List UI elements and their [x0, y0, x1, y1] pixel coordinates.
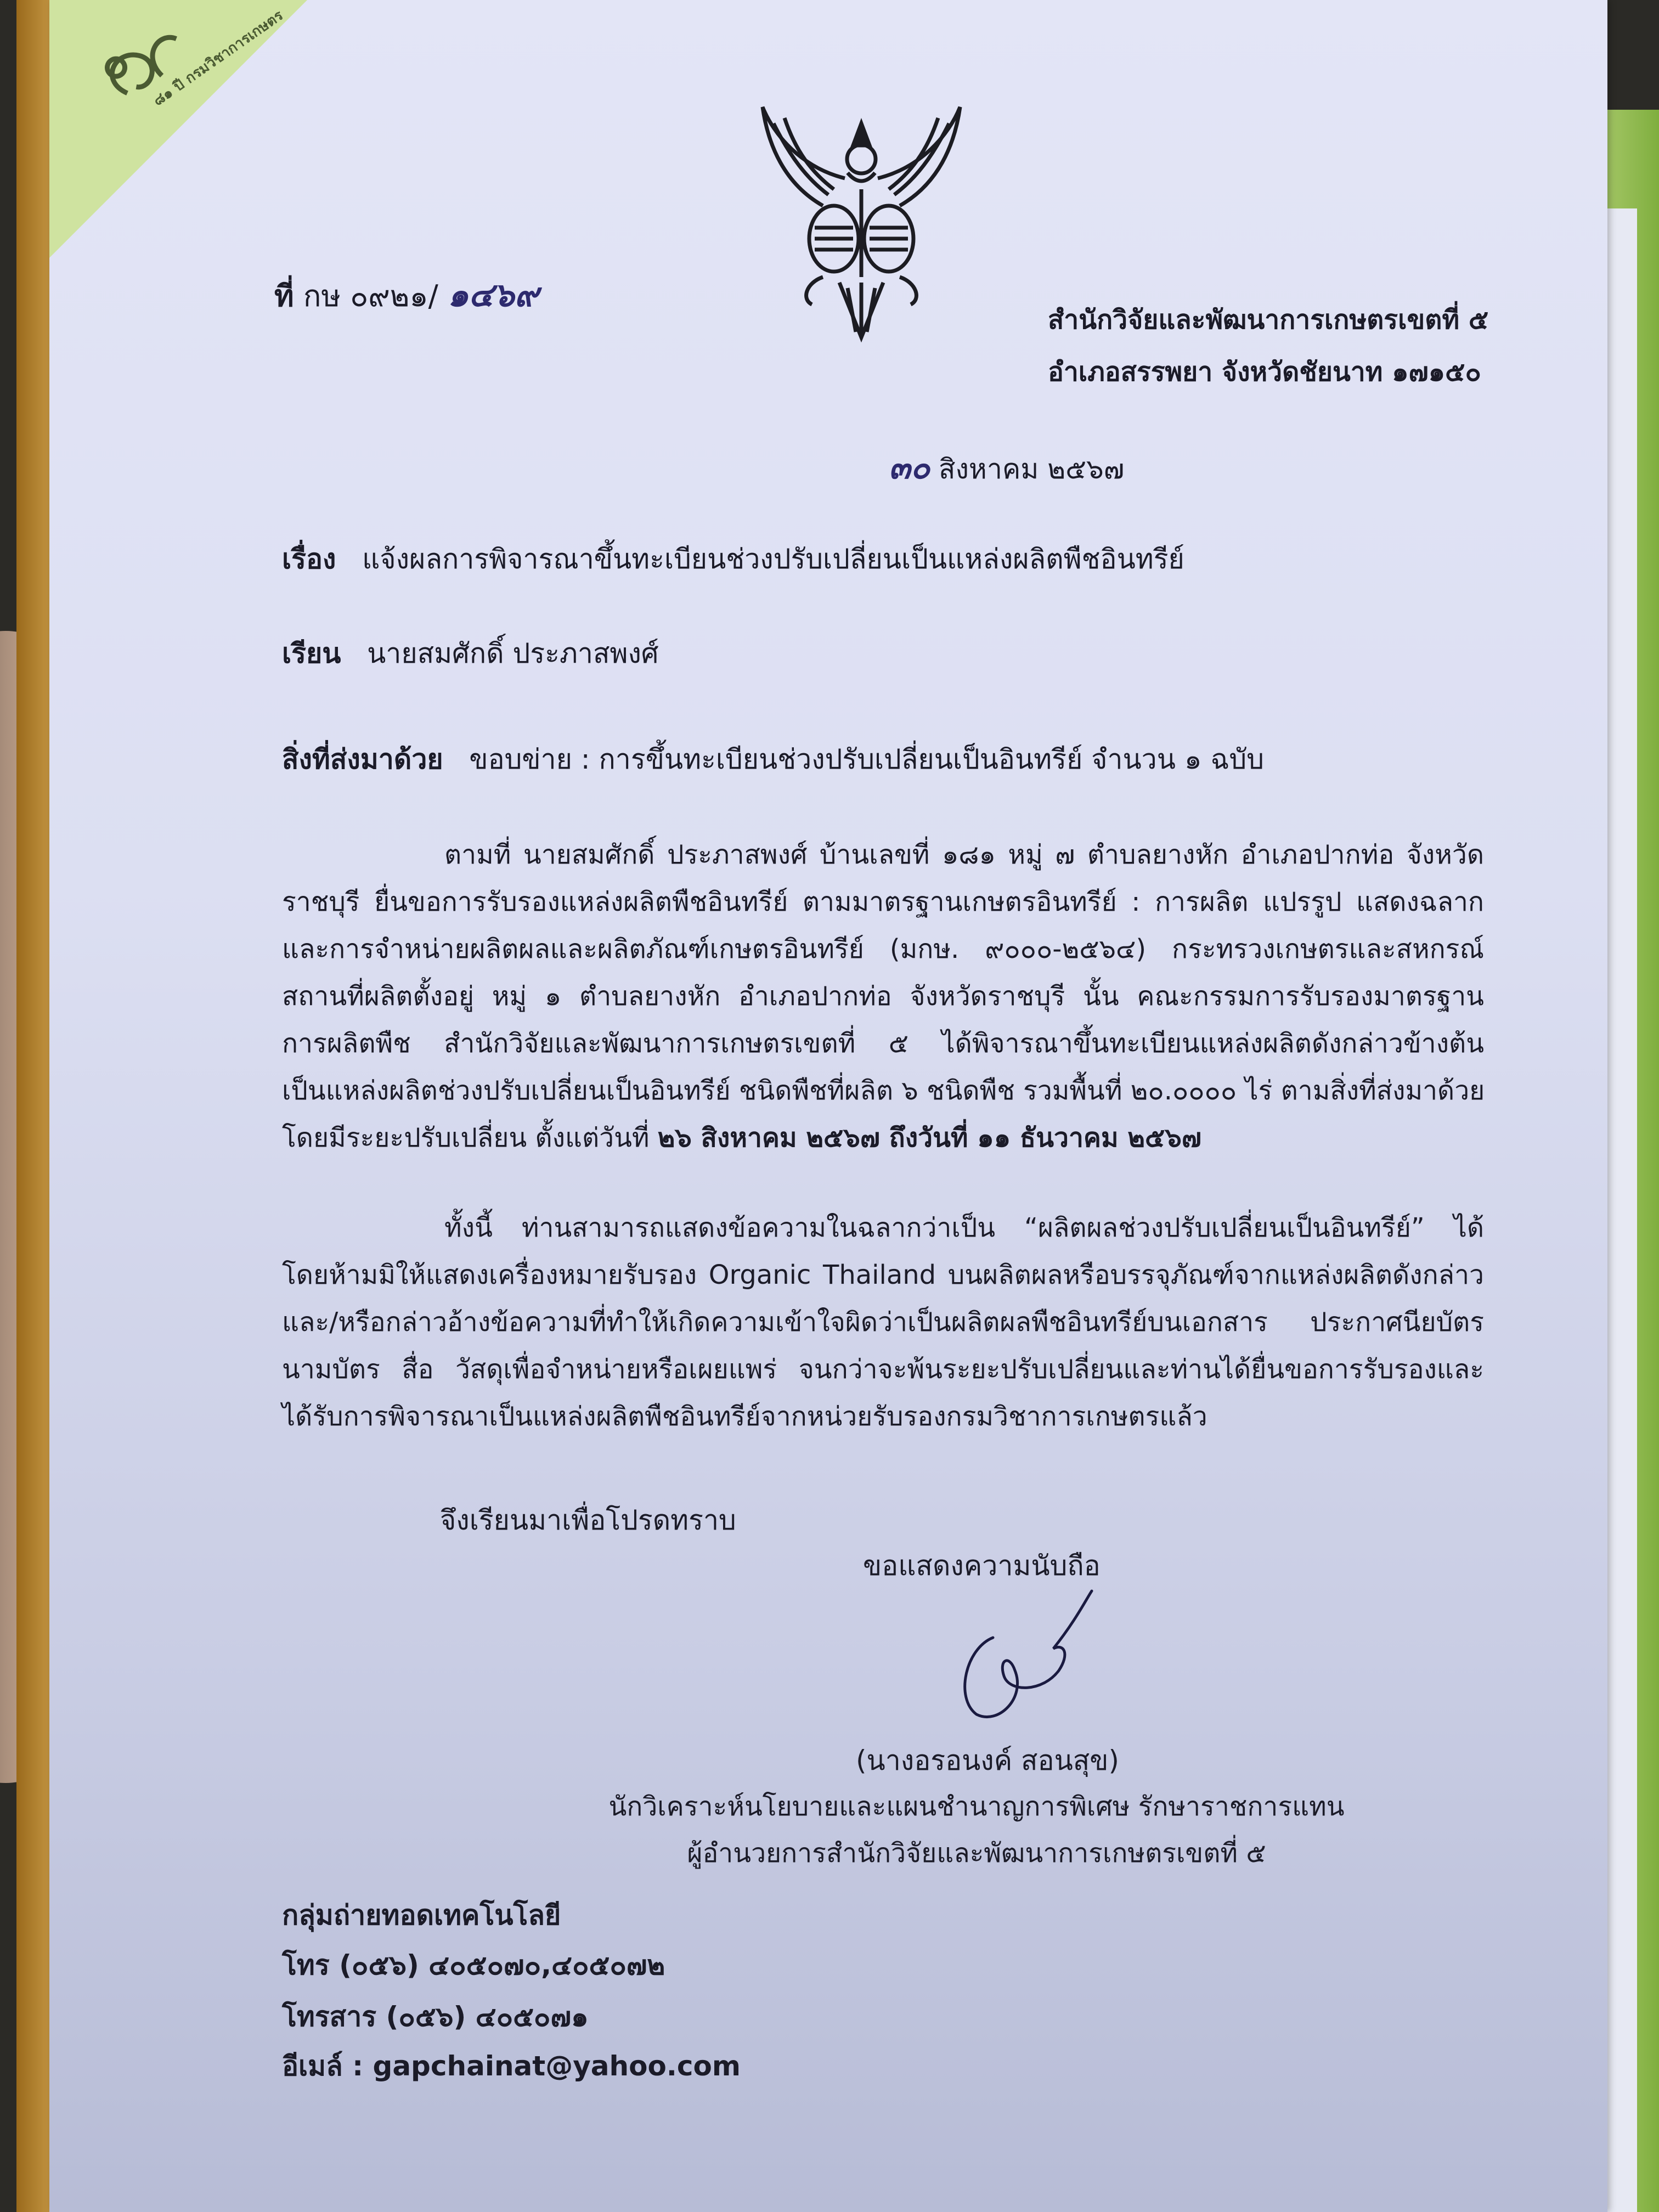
subject-label: เรื่อง [282, 543, 336, 575]
paragraph1-line: และการจำหน่ายผลิตผลและผลิตภัณฑ์เกษตรอินทรีย์ (มกษ. ๙๐๐๐-๒๕๖๔) กระทรวงเกษตรและสหกรณ์ [282, 934, 1484, 964]
org-name: สำนักวิจัยและพัฒนาการเกษตรเขตที่ ๕ [1048, 304, 1489, 335]
paragraph1-last-line [282, 1117, 1484, 1159]
recipient-label: เรียน [282, 637, 341, 669]
contact-phone: โทร (๐๕๖) ๔๐๕๐๗๐,๔๐๕๐๗๒ [282, 1949, 665, 1981]
paragraph2-line: ได้รับการพิจารณาเป็นแหล่งผลิตพืชอินทรีย์จากหน่วยรับรองกรมวิชาการเกษตรแล้ว [282, 1401, 1207, 1432]
enclosure-text: ขอบข่าย : การขึ้นทะเบียนช่วงปรับเปลี่ยนเป็นอินทรีย์ จำนวน ๑ ฉบับ [469, 743, 1264, 775]
paragraph2-line: โดยห้ามมิให้แสดงเครื่องหมายรับรอง Organic Thailand บนผลิตผลหรือบรรจุภัณฑ์จากแหล่งผลิตดังกล่าว [282, 1260, 1484, 1290]
date-day-handwritten: ๓๐ [889, 449, 930, 486]
enclosure-label: สิ่งที่ส่งมาด้วย [282, 743, 443, 775]
paragraph2-line: ทั้งนี้ ท่านสามารถแสดงข้อความในฉลากว่าเป็น “ผลิตผลช่วงปรับเปลี่ยนเป็นอินทรีย์” ได้ [444, 1212, 1484, 1243]
paragraph1-line: ราชบุรี ยื่นขอการรับรองแหล่งผลิตพืชอินทรีย์ ตามมาตรฐานเกษตรอินทรีย์ : การผลิต แปรรูป แสดงฉลาก [282, 887, 1484, 917]
paragraph1-line: การผลิตพืช สำนักวิจัยและพัฒนาการเกษตรเขตที่ ๕ ได้พิจารณาขึ้นทะเบียนแหล่งผลิตดังกล่าวข้างต้น [282, 1028, 1484, 1059]
paragraph1-line: สถานที่ผลิตตั้งอยู่ หมู่ ๑ ตำบลยางหัก อำเภอปากท่อ จังหวัดราชบุรี นั้น คณะกรรมการรับรองมาตรฐาน [282, 981, 1484, 1012]
reference-number [274, 269, 539, 321]
letter-date [889, 442, 1124, 493]
recipient-line [282, 632, 659, 675]
date-month-year: สิงหาคม ๒๕๖๗ [938, 453, 1125, 485]
reference-label: ที่ [274, 279, 294, 313]
subject-line [282, 538, 1184, 581]
closing-regards: ขอแสดงความนับถือ [863, 1550, 1101, 1582]
signer-title: นักวิเคราะห์นโยบายและแผนชำนาญการพิเศษ รักษาราชการแทน [608, 1791, 1345, 1822]
signer-name: (นางอรอนงค์ สอนสุข) [856, 1745, 1119, 1776]
paragraph2-line: และ/หรือกล่าวอ้างข้อความที่ทำให้เกิดความเข้าใจผิดว่าเป็นผลิตผลพืชอินทรีย์บนเอกสาร ประกาศนียบัตร [282, 1307, 1484, 1338]
paragraph1-line: เป็นแหล่งผลิตช่วงปรับเปลี่ยนเป็นอินทรีย์ ชนิดพืชที่ผลิต ๖ ชนิดพืช รวมพื้นที่ ๒๐.๐๐๐๐ ไร่ ตามสิ่งที่ส่งมาด้วย [282, 1075, 1485, 1106]
reference-prefix: กษ ๐๙๒๑/ [303, 279, 438, 313]
reference-handwritten-number: ๑๔๖๙ [448, 276, 539, 314]
conversion-period-intro: โดยมีระยะปรับเปลี่ยน ตั้งแต่วันที่ [282, 1122, 658, 1153]
garuda-emblem-icon [752, 101, 971, 343]
signer-position: ผู้อำนวยการสำนักวิจัยและพัฒนาการเกษตรเขตที่ ๕ [687, 1838, 1266, 1869]
signature [933, 1588, 1097, 1725]
org-address: อำเภอสรรพยา จังหวัดชัยนาท ๑๗๑๕๐ [1048, 357, 1481, 387]
doa-anniversary-logo [82, 5, 286, 115]
subject-text: แจ้งผลการพิจารณาขึ้นทะเบียนช่วงปรับเปลี่ยนเป็นแหล่งผลิตพืชอินทรีย์ [362, 543, 1184, 575]
paragraph1-line: ตามที่ นายสมศักดิ์ ประภาสพงศ์ บ้านเลขที่ ๑๘๑ หมู่ ๗ ตำบลยางหัก อำเภอปากท่อ จังหวัด [444, 839, 1484, 870]
closing-inform: จึงเรียนมาเพื่อโปรดทราบ [440, 1504, 736, 1536]
recipient-name: นายสมศักดิ์ ประภาสพงศ์ [367, 637, 659, 669]
contact-group: กลุ่มถ่ายทอดเทคโนโลยี [282, 1899, 561, 1931]
conversion-period-dates: ๒๖ สิงหาคม ๒๕๖๗ ถึงวันที่ ๑๑ ธันวาคม ๒๕๖๗ [657, 1122, 1201, 1153]
paragraph2-line: นามบัตร สื่อ วัสดุเพื่อจำหน่ายหรือเผยแพร่ จนกว่าจะพ้นระยะปรับเปลี่ยนและท่านได้ยื่นขอการรับรองและ [282, 1354, 1484, 1385]
contact-fax: โทรสาร (๐๕๖) ๔๐๕๐๗๑ [282, 2001, 589, 2033]
contact-email: อีเมล์ : gapchainat@yahoo.com [282, 2050, 741, 2082]
enclosure-line [282, 738, 1264, 781]
svg-text:๘๑ ปี กรมวิชาการเกษตร: ๘๑ ปี กรมวิชาการเกษตร [150, 7, 286, 110]
